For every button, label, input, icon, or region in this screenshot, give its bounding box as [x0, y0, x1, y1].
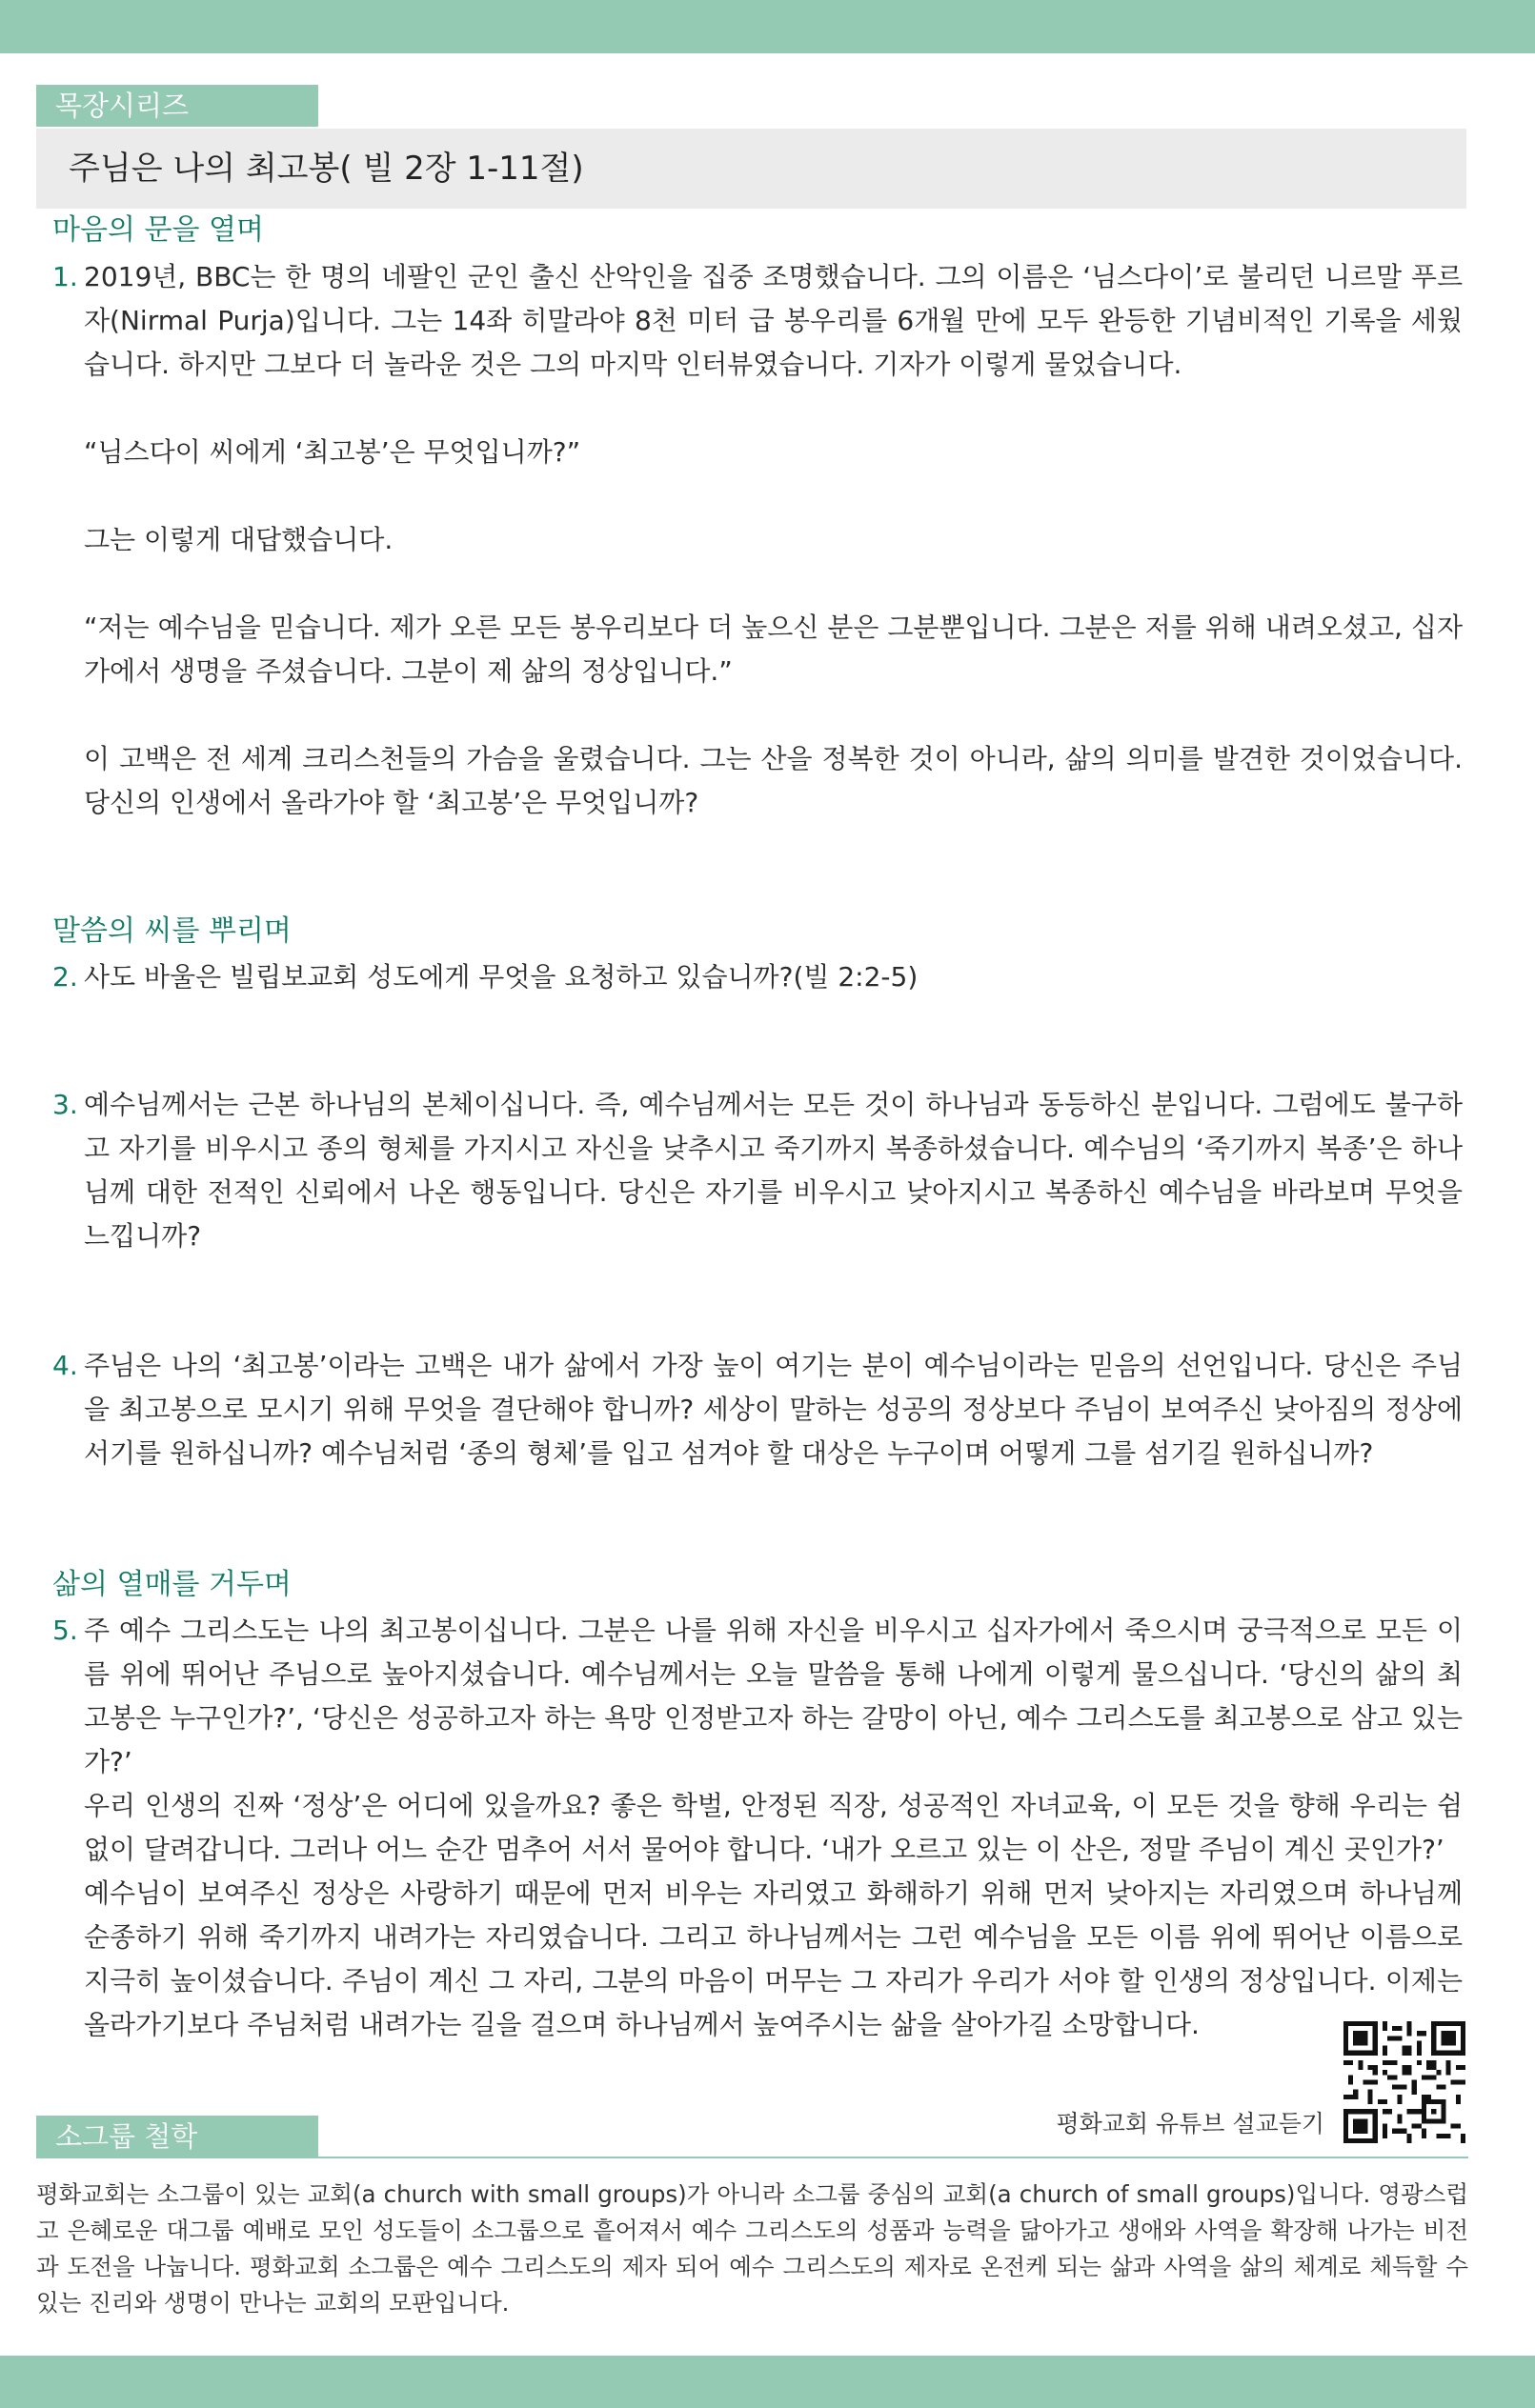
question-2 — [52, 955, 1463, 999]
paragraph: 사도 바울은 빌립보교회 성도에게 무엇을 요청하고 있습니까?(빌 2:2-5) — [84, 961, 919, 993]
question-number: 4. — [52, 1350, 78, 1381]
footer-label: 소그룹 철학 — [36, 2116, 318, 2157]
question-3 — [52, 1083, 1463, 1258]
paragraph: 주 예수 그리스도는 나의 최고봉이십니다. 그분은 나를 위해 자신을 비우시고 십자가에서 죽으시며 궁극적으로 모든 이름 위에 뛰어난 주님으로 높아지셨습니다. 예수님께서는 오늘 말씀을 통해 나에게 이렇게 물으십니다. ‘당신의 삶의 최고봉은 누구인가?’, ‘당신은 성공하고자 하는 욕망 인정받고자 하는 갈망이 아닌, 예수 그리스도를 최고봉으로 삼고 있는가?’ — [84, 1615, 1463, 1777]
section-heading-harvest: 삶의 열매를 거두며 — [52, 1568, 292, 1601]
question-5 — [52, 1609, 1463, 2047]
paragraph: 우리 인생의 진짜 ‘정상’은 어디에 있을까요? 좋은 학벌, 안정된 직장, 성공적인 자녀교육, 이 모든 것을 향해 우리는 쉼 없이 달려갑니다. 그러나 어느 순간 멈추어 서서 물어야 합니다. ‘내가 오르고 있는 이 산은, 정말 주님이 계신 곳인가?’ — [84, 1790, 1463, 1865]
paragraph: “님스다이 씨에게 ‘최고봉’은 무엇입니까?” — [84, 436, 581, 468]
question-number: 2. — [52, 961, 78, 993]
paragraph: 2019년, BBC는 한 명의 네팔인 군인 출신 산악인을 집중 조명했습니다. 그의 이름은 ‘님스다이’로 불리던 니르말 푸르자(Nirmal Purja)입니다. 그는 14좌 히말라야 8천 미터 급 봉우리를 6개월 만에 모두 완등한 기념비적인 기록을 세웠습니다. 하지만 그보다 더 놀라운 것은 그의 마지막 인터뷰였습니다. 기자가 이렇게 물었습니다. — [84, 261, 1463, 380]
question-number: 1. — [52, 261, 78, 292]
question-number: 5. — [52, 1615, 78, 1646]
section-heading-open: 마음의 문을 열며 — [52, 213, 264, 247]
page-title: 주님은 나의 최고봉( 빌 2장 1-11절) — [36, 129, 1466, 209]
divider — [36, 2157, 1468, 2158]
paragraph: 이 고백은 전 세계 크리스천들의 가슴을 울렸습니다. 그는 산을 정복한 것이 아니라, 삶의 의미를 발견한 것이었습니다. 당신의 인생에서 올라가야 할 ‘최고봉’은 무엇입니까? — [84, 743, 1463, 818]
question-number: 3. — [52, 1089, 78, 1120]
paragraph: “저는 예수님을 믿습니다. 제가 오른 모든 봉우리보다 더 높으신 분은 그분뿐입니다. 그분은 저를 위해 내려오셨고, 십자가에서 생명을 주셨습니다. 그분이 제 삶의 정상입니다.” — [84, 612, 1463, 687]
paragraph: 그는 이렇게 대답했습니다. — [84, 524, 394, 555]
section-heading-word: 말씀의 씨를 뿌리며 — [52, 914, 292, 948]
qr-code-icon[interactable] — [1343, 2021, 1465, 2143]
series-label: 목장시리즈 — [36, 85, 318, 127]
paragraph: 주님은 나의 ‘최고봉’이라는 고백은 내가 삶에서 가장 높이 여기는 분이 예수님이라는 믿음의 선언입니다. 당신은 주님을 최고봉으로 모시기 위해 무엇을 결단해야 합니까? 세상이 말하는 성공의 정상보다 주님이 보여주신 낮아짐의 정상에 서기를 원하십니까? 예수님처럼 ‘종의 형체’를 입고 섬겨야 할 대상은 누구이며 어떻게 그를 섬기길 원하십니까? — [84, 1350, 1463, 1469]
paragraph: 예수님께서는 근본 하나님의 본체이십니다. 즉, 예수님께서는 모든 것이 하나님과 동등하신 분입니다. 그럼에도 불구하고 자기를 비우시고 종의 형체를 가지시고 자신을 낮추시고 죽기까지 복종하셨습니다. 예수님의 ‘죽기까지 복종’은 하나님께 대한 전적인 신뢰에서 나온 행동입니다. 당신은 자기를 비우시고 낮아지시고 복종하신 예수님을 바라보며 무엇을 느낍니까? — [84, 1089, 1463, 1252]
question-4 — [52, 1344, 1463, 1475]
paragraph: 평화교회는 소그룹이 있는 교회(a church with small groups)가 아니라 소그룹 중심의 교회(a church of small groups)입니다. 영광스럽고 은혜로운 대그룹 예배로 모인 성도들이 소그룹으로 흩어져서 예수 그리스도의 성품과 능력을 닮아가고 생애와 사역을 확장해 나가는 비전과 도전을 나눕니다. 평화교회 소그룹은 예수 그리스도의 제자 되어 예수 그리스도의 제자로 온전케 되는 삶과 사역을 삶의 체계로 체득할 수 있는 진리와 생명이 만나는 교회의 모판입니다. — [36, 2180, 1468, 2317]
question-1 — [52, 255, 1463, 825]
small-group-philosophy — [36, 2177, 1468, 2321]
paragraph: 예수님이 보여주신 정상은 사랑하기 때문에 먼저 비우는 자리였고 화해하기 위해 먼저 낮아지는 자리였으며 하나님께 순종하기 위해 죽기까지 내려가는 자리였습니다. 그리고 하나님께서는 그런 예수님을 모든 이름 위에 뛰어난 이름으로 지극히 높이셨습니다. 주님이 계신 그 자리, 그분의 마음이 머무는 그 자리가 우리가 서야 할 인생의 정상입니다. 이제는 올라가기보다 주님처럼 내려가는 길을 걸으며 하나님께서 높여주시는 삶을 살아가길 소망합니다. — [84, 1877, 1463, 2040]
top-decorative-bar — [0, 0, 1535, 53]
qr-caption: 평화교회 유튜브 설교듣기 — [1056, 2110, 1324, 2137]
bottom-decorative-bar — [0, 2356, 1535, 2408]
